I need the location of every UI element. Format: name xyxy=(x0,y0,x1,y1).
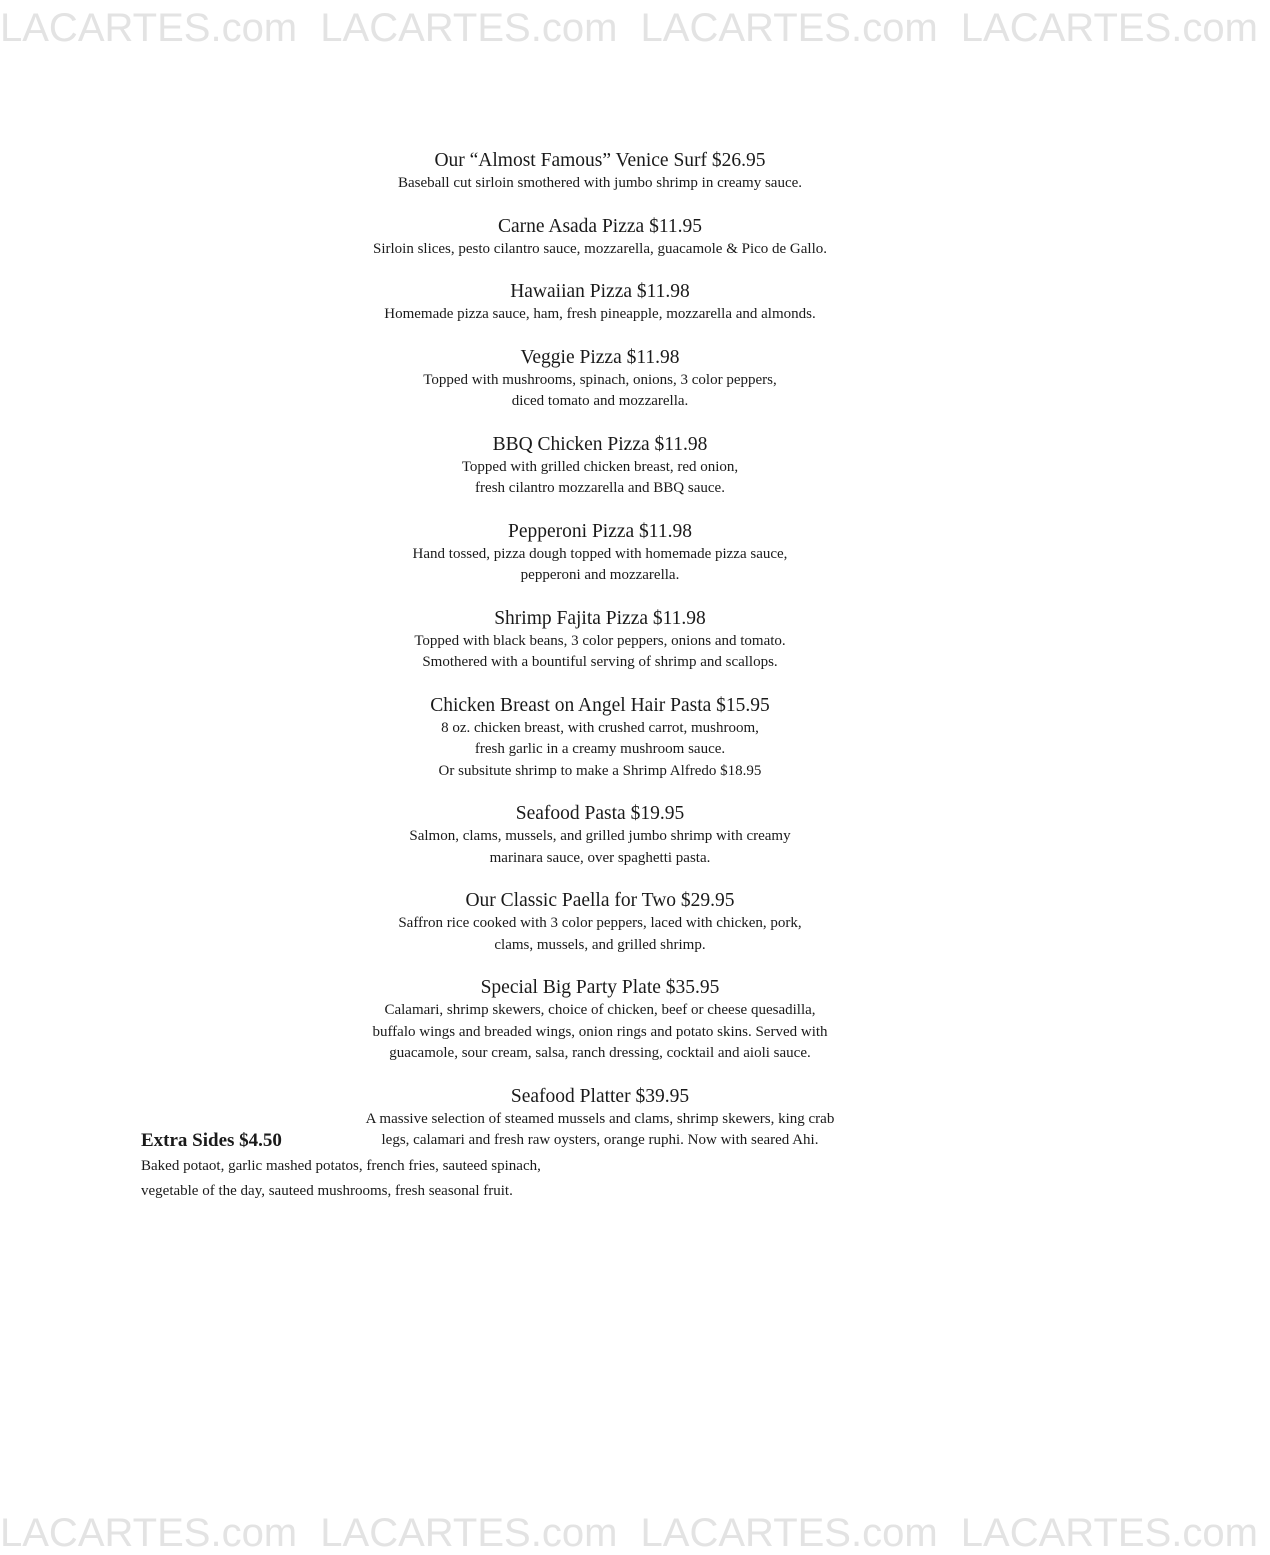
menu-item-title: Carne Asada Pizza $11.95 xyxy=(498,215,702,237)
watermark-text: LACARTES.com xyxy=(320,6,618,50)
menu-item-description xyxy=(0,631,1200,674)
description-line: buffalo wings and breaded wings, onion rings and potato skins. Served with xyxy=(372,1023,828,1040)
menu-item-description xyxy=(0,304,1200,326)
watermark-text: LACARTES.com xyxy=(0,1511,298,1555)
watermark-top xyxy=(0,6,1258,50)
description-line: A massive selection of steamed mussels and clams, shrimp skewers, king crab xyxy=(365,1110,835,1127)
description-line: Baseball cut sirloin smothered with jumbo shrimp in creamy sauce. xyxy=(397,175,803,191)
description-line: fresh cilantro mozzarella and BBQ sauce. xyxy=(475,480,725,496)
description-line: Hand tossed, pizza dough topped with homemade pizza sauce, xyxy=(412,545,788,562)
watermark-bottom xyxy=(0,1511,1258,1555)
menu-item-title: Pepperoni Pizza $11.98 xyxy=(508,520,692,542)
menu-item-title: Seafood Platter $39.95 xyxy=(510,1085,690,1107)
menu-item-description xyxy=(0,457,1200,500)
menu-item-title: Hawaiian Pizza $11.98 xyxy=(510,281,690,302)
menu-list xyxy=(0,149,1200,1172)
description-line: Baked potaot, garlic mashed potatos, french fries, sauteed spinach, xyxy=(141,1158,541,1174)
menu-item-title: Veggie Pizza $11.98 xyxy=(520,346,680,368)
extra-sides-description xyxy=(141,1154,841,1204)
description-line: Homemade pizza sauce, ham, fresh pineapple, mozzarella and almonds. xyxy=(384,306,816,322)
menu-item-description xyxy=(0,239,1200,261)
menu-item xyxy=(0,280,1200,326)
menu-item-title: Chicken Breast on Angel Hair Pasta $15.95 xyxy=(430,694,770,716)
watermark-text: LACARTES.com xyxy=(640,6,938,50)
menu-item xyxy=(0,802,1200,869)
menu-item xyxy=(0,346,1200,413)
menu-item xyxy=(0,607,1200,674)
menu-item-title: Seafood Pasta $19.95 xyxy=(515,803,685,824)
menu-item xyxy=(0,976,1200,1065)
description-line: clams, mussels, and grilled shrimp. xyxy=(494,936,706,953)
watermark-text: LACARTES.com xyxy=(960,1511,1258,1555)
menu-item-description xyxy=(0,544,1200,587)
description-line: Topped with mushrooms, spinach, onions, 3 color peppers, xyxy=(423,371,777,388)
description-line: Saffron rice cooked with 3 color peppers, laced with chicken, pork, xyxy=(398,915,802,931)
description-line: vegetable of the day, sauteed mushrooms, fresh seasonal fruit. xyxy=(141,1183,513,1199)
menu-item-title: Our Classic Paella for Two $29.95 xyxy=(465,890,735,911)
menu-item-title: Special Big Party Plate $35.95 xyxy=(480,977,720,998)
extra-sides-title: Extra Sides $4.50 xyxy=(141,1130,282,1151)
menu-item xyxy=(0,433,1200,500)
menu-item xyxy=(0,694,1200,783)
menu-item xyxy=(0,149,1200,195)
description-line: Calamari, shrimp skewers, choice of chicken, beef or cheese quesadilla, xyxy=(384,1002,816,1018)
description-line: Smothered with a bountiful serving of shrimp and scallops. xyxy=(422,654,778,670)
description-line: marinara sauce, over spaghetti pasta. xyxy=(489,849,711,866)
menu-item xyxy=(0,889,1200,956)
description-line: pepperoni and mozzarella. xyxy=(520,567,680,583)
description-line: 8 oz. chicken breast, with crushed carrot, mushroom, xyxy=(441,719,759,736)
menu-item-description xyxy=(0,913,1200,956)
description-line: guacamole, sour cream, salsa, ranch dressing, cocktail and aioli sauce. xyxy=(389,1045,811,1061)
menu-item xyxy=(0,215,1200,261)
description-line: fresh garlic in a creamy mushroom sauce. xyxy=(474,741,726,757)
description-line: legs, calamari and fresh raw oysters, orange ruphi. Now with seared Ahi. xyxy=(381,1132,819,1148)
watermark-text: LACARTES.com xyxy=(320,1511,618,1555)
menu-item-title: Our “Almost Famous” Venice Surf $26.95 xyxy=(434,150,766,171)
description-line: Salmon, clams, mussels, and grilled jumbo shrimp with creamy xyxy=(409,828,791,844)
menu-item-description xyxy=(0,370,1200,413)
watermark-text: LACARTES.com xyxy=(640,1511,938,1555)
description-line: diced tomato and mozzarella. xyxy=(511,393,689,409)
menu-item-title: BBQ Chicken Pizza $11.98 xyxy=(492,433,708,455)
watermark-text: LACARTES.com xyxy=(0,6,298,50)
description-line: Topped with black beans, 3 color peppers, onions and tomato. xyxy=(414,632,786,649)
watermark-text: LACARTES.com xyxy=(960,6,1258,50)
menu-item-description xyxy=(0,173,1200,195)
description-line: Sirloin slices, pesto cilantro sauce, mozzarella, guacamole & Pico de Gallo. xyxy=(372,240,828,257)
menu-item xyxy=(0,520,1200,587)
description-line: Topped with grilled chicken breast, red onion, xyxy=(461,458,739,475)
extra-sides-section xyxy=(141,1129,841,1204)
menu-item-description xyxy=(0,826,1200,869)
menu-item-description xyxy=(0,718,1200,783)
menu-item-description xyxy=(0,1000,1200,1065)
description-line: Or subsitute shrimp to make a Shrimp Alfredo $18.95 xyxy=(438,762,762,779)
menu-item-title: Shrimp Fajita Pizza $11.98 xyxy=(494,607,706,629)
